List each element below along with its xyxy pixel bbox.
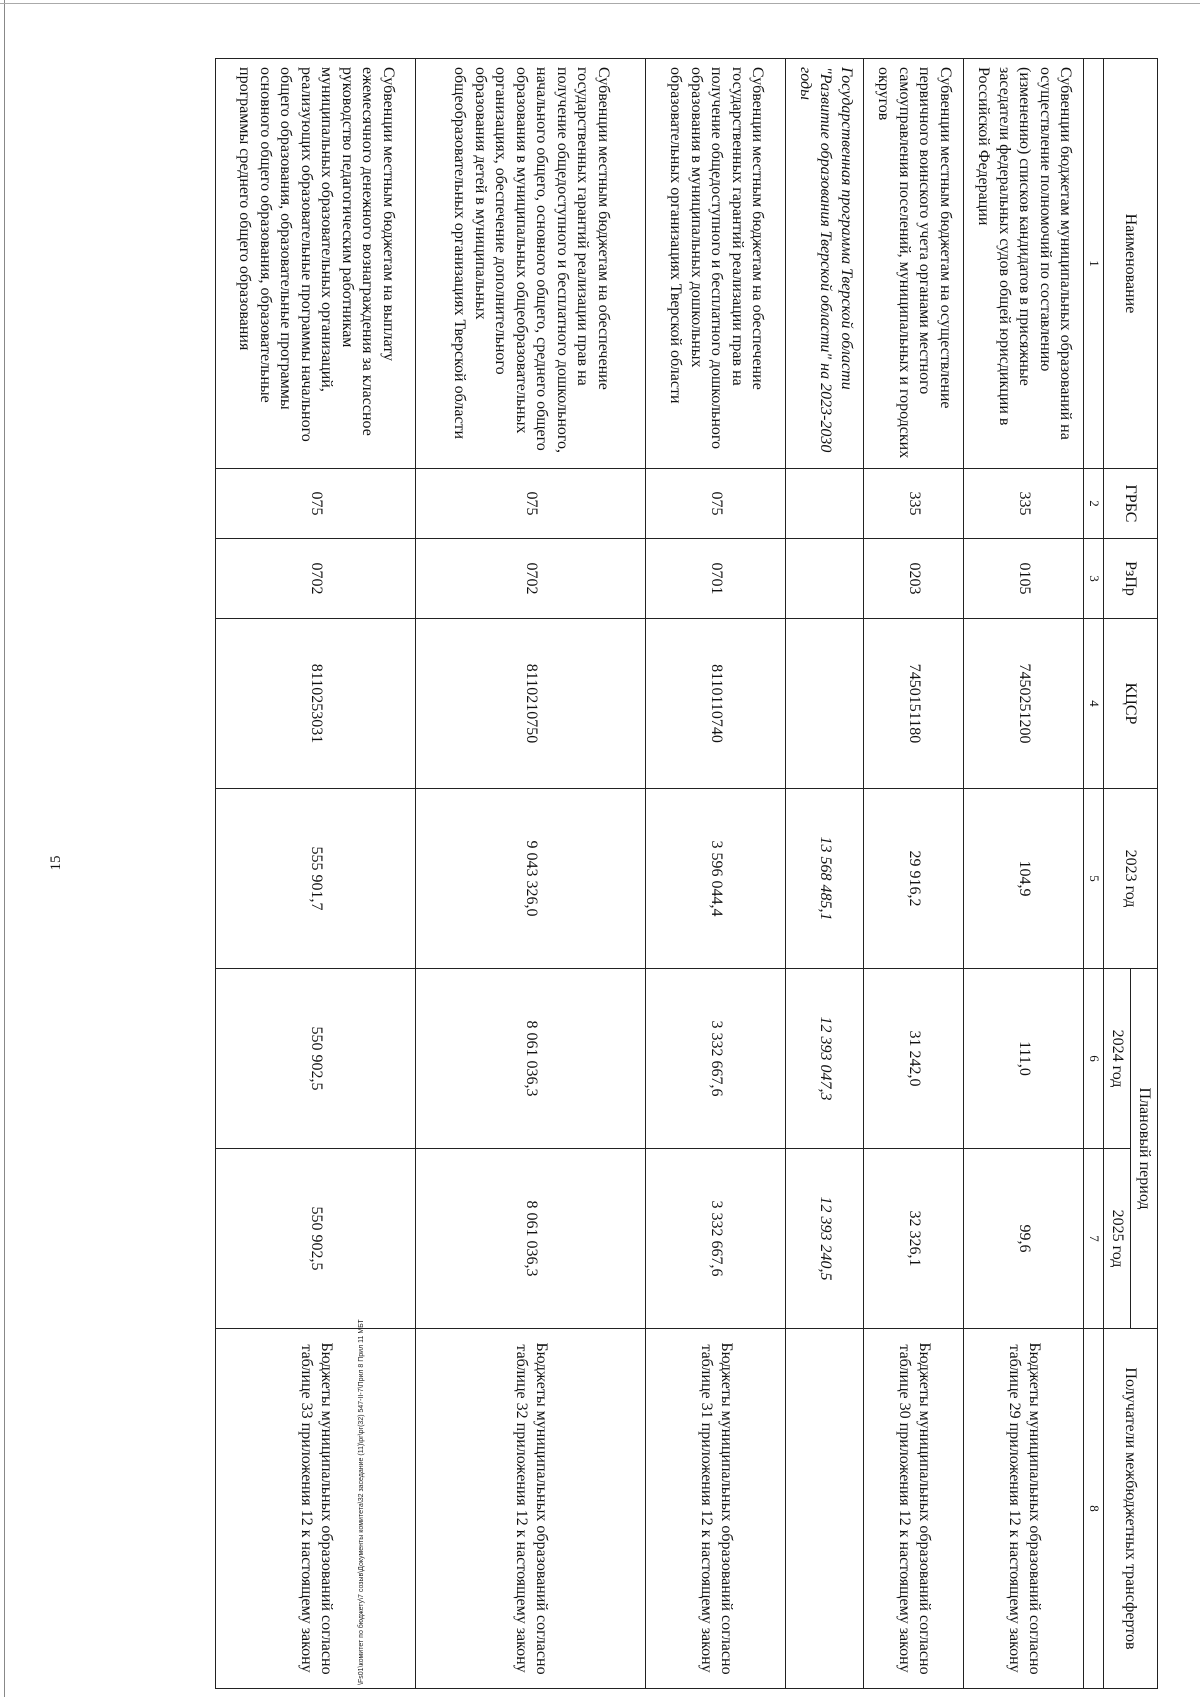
row-2025: 12 393 240,5 [786,1149,864,1329]
row-2025: 99,6 [964,1149,1084,1329]
row-grbs: 075 [216,469,416,539]
header-recipients: Получатели межбюджетных трансфертов [1104,1329,1158,1689]
row-grbs: 335 [864,469,964,539]
row-2024: 3 332 667,6 [646,969,786,1149]
scan-left-edge [4,0,5,1697]
row-kcsr: 7450251200 [964,619,1084,789]
header-name: Наименование [1104,59,1158,469]
row-2024: 12 393 047,3 [786,969,864,1149]
table-row [646,59,786,1689]
row-2023: 3 596 044,4 [646,789,786,969]
column-number: 3 [1084,539,1104,619]
row-2023: 9 043 326,0 [416,789,646,969]
header-row-1 [1131,59,1158,1689]
row-kcsr: 8110253031 [216,619,416,789]
table-row-program [786,59,864,1689]
header-planned-period: Плановый период [1131,969,1158,1329]
column-number: 6 [1084,969,1104,1149]
rotated-table-container [68,58,1158,1688]
table-row [216,59,416,1689]
row-2024: 111,0 [964,969,1084,1149]
table-row [416,59,646,1689]
row-2024: 8 061 036,3 [416,969,646,1149]
header-kcsr: КЦСР [1104,619,1158,789]
row-2023: 29 916,2 [864,789,964,969]
row-recipient: Бюджеты муниципальных образований согласно таблице 29 приложения 12 к настоящему закону [964,1329,1084,1689]
table-row [964,59,1084,1689]
row-recipient [786,1329,864,1689]
row-2023: 104,9 [964,789,1084,969]
row-grbs: 075 [416,469,646,539]
header-2024: 2024 год [1104,969,1131,1149]
row-recipient: Бюджеты муниципальных образований согласно таблице 32 приложения 12 к настоящему закону [416,1329,646,1689]
row-kcsr: 7450151180 [864,619,964,789]
row-grbs: 075 [646,469,786,539]
header-rzpr: РзПр [1104,539,1158,619]
column-number: 2 [1084,469,1104,539]
budget-table [215,58,1158,1689]
header-2025: 2025 год [1104,1149,1131,1329]
row-2025: 550 902,5 [216,1149,416,1329]
header-2023: 2023 год [1104,789,1158,969]
row-2025: 32 326,1 [864,1149,964,1329]
row-kcsr: 8110210750 [416,619,646,789]
row-2024: 550 902,5 [216,969,416,1149]
row-2023: 13 568 485,1 [786,789,864,969]
row-kcsr [786,619,864,789]
row-grbs [786,469,864,539]
footer-file-path: \Fs01\комитет по бюджету\7 созыв\Документы комитета\32 заседание (11)\рг\рг(32) 547-II-7\Прил 8 Прил 11 МБТ [358,1319,365,1685]
row-2024: 31 242,0 [864,969,964,1149]
row-name: Субвенции местным бюджетам на обеспечение государственных гарантий реализации прав на получение общедоступного и бесплатного дошкольного образования в муниципальных дошкольных образовательных организациях Тверской области [646,59,786,469]
row-rzpr: 0702 [416,539,646,619]
column-number: 7 [1084,1149,1104,1329]
column-number: 8 [1084,1329,1104,1689]
row-rzpr: 0105 [964,539,1084,619]
row-2023: 555 901,7 [216,789,416,969]
row-grbs: 335 [964,469,1084,539]
row-name: Субвенции местным бюджетам на обеспечение государственных гарантий реализации прав на получение общедоступного и бесплатного дошкольного, начального общего, основного общего, среднего общего образования в муниципальных общеобразовательных организациях, обеспечение дополнительного образования детей в муниципальных общеобразовательных организациях Тверской области [416,59,646,469]
row-kcsr: 8110110740 [646,619,786,789]
row-recipient: Бюджеты муниципальных образований согласно таблице 31 приложения 12 к настоящему закону [646,1329,786,1689]
row-recipient: Бюджеты муниципальных образований согласно таблице 30 приложения 12 к настоящему закону [864,1329,964,1689]
header-grbs: ГРБС [1104,469,1158,539]
row-name: Субвенции бюджетам муниципальных образований на осуществление полномочий по составлению (изменению) списков кандидатов в присяжные заседатели федеральных судов общей юрисдикции в Российской Федерации [964,59,1084,469]
column-number: 1 [1084,59,1104,469]
row-name: Субвенции местным бюджетам на осуществление первичного воинского учета органами местного самоуправления поселений, муниципальных и городских округов [864,59,964,469]
column-number: 5 [1084,789,1104,969]
table-row [864,59,964,1689]
column-number: 4 [1084,619,1104,789]
row-2025: 3 332 667,6 [646,1149,786,1329]
column-number-row [1084,59,1104,1689]
row-rzpr: 0701 [646,539,786,619]
row-name: Государственная программа Тверской области "Развитие образования Тверской области" на 2023-2030 годы [786,59,864,469]
row-rzpr [786,539,864,619]
row-2025: 8 061 036,3 [416,1149,646,1329]
scan-top-edge [0,3,1200,4]
row-name: Субвенции местным бюджетам на выплату ежемесячного денежного вознаграждения за классное руководство педагогическим работникам муниципальных образовательных организаций, реализующих образовательные программы начального общего образования, образовательные программы основного общего образования, образовательные программы среднего общего образования [216,59,416,469]
page-number: 15 [48,855,64,871]
row-recipient: Бюджеты муниципальных образований согласно таблице 33 приложения 12 к настоящему закону [216,1329,416,1689]
row-rzpr: 0203 [864,539,964,619]
row-rzpr: 0702 [216,539,416,619]
